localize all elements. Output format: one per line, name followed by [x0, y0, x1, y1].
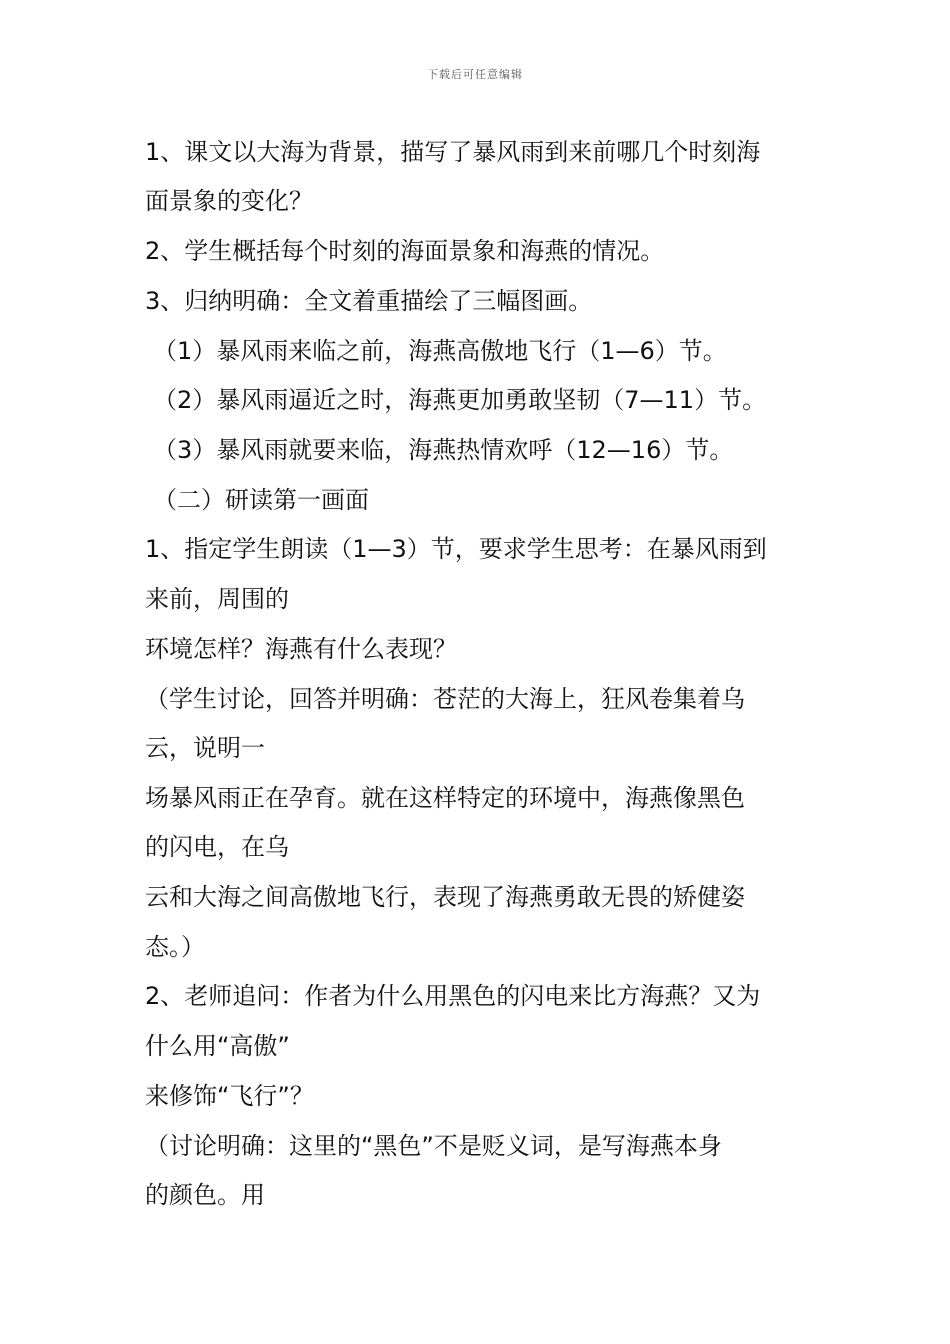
- text-line: 态。）: [145, 933, 205, 961]
- text-line: 场暴风雨正在孕育。就在这样特定的环境中，海燕像黑色: [145, 784, 745, 812]
- text-line: 来修饰“飞行”？: [145, 1082, 314, 1110]
- text-line: 2、学生概括每个时刻的海面景象和海燕的情况。: [145, 237, 665, 265]
- text-line: 云，说明一: [145, 734, 265, 762]
- text-line: （3）暴风雨就要来临，海燕热情欢呼（12—16）节。: [153, 436, 734, 464]
- header-note: 下载后可任意编辑: [427, 68, 523, 81]
- text-line: 环境怎样？海燕有什么表现？: [145, 635, 457, 663]
- text-line: 的闪电，在乌: [145, 833, 289, 861]
- text-line: 1、指定学生朗读（1—3）节，要求学生思考：在暴风雨到: [145, 535, 767, 563]
- text-line: 来前，周围的: [145, 585, 289, 613]
- text-line: （讨论明确：这里的“黑色”不是贬义词，是写海燕本身: [145, 1132, 722, 1160]
- text-line: 2、老师追问：作者为什么用黑色的闪电来比方海燕？又为: [145, 982, 761, 1010]
- text-line: 什么用“高傲”: [145, 1032, 290, 1060]
- text-line: 3、归纳明确：全文着重描绘了三幅图画。: [145, 287, 593, 315]
- text-line: （学生讨论，回答并明确：苍茫的大海上，狂风卷集着乌: [145, 685, 745, 713]
- text-line: 的颜色。用: [145, 1181, 265, 1209]
- text-line: （1）暴风雨来临之前，海燕高傲地飞行（1—6）节。: [153, 337, 727, 365]
- section-heading: （二）研读第一画面: [153, 486, 369, 514]
- text-line: （2）暴风雨逼近之时，海燕更加勇敢坚韧（7—11）节。: [153, 386, 767, 414]
- text-line: 1、课文以大海为背景，描写了暴风雨到来前哪几个时刻海: [145, 138, 761, 166]
- text-line: 云和大海之间高傲地飞行，表现了海燕勇敢无畏的矫健姿: [145, 883, 745, 911]
- text-line: 面景象的变化？: [145, 187, 313, 215]
